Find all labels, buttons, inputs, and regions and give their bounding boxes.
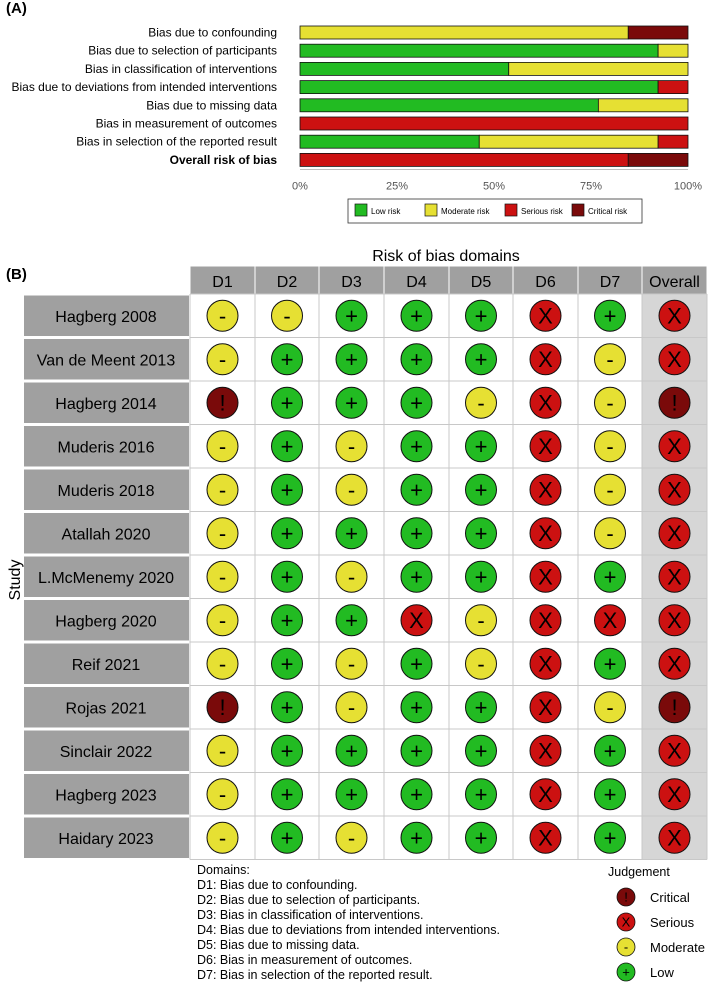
judgement-symbol: - <box>606 390 614 416</box>
judgement-symbol: X <box>667 433 682 459</box>
judgement-symbol: - <box>218 738 227 764</box>
judgement-symbol: + <box>280 346 294 372</box>
judgement-legend-symbol: ! <box>624 889 628 905</box>
judgement-symbol: + <box>603 738 617 764</box>
study-label: Hagberg 2014 <box>55 395 157 413</box>
study-label: Hagberg 2020 <box>55 613 157 631</box>
column-header-label: D3 <box>341 274 362 291</box>
judgement-symbol: + <box>603 781 617 807</box>
judgement-symbol: X <box>538 694 553 720</box>
judgement-symbol: - <box>347 433 356 459</box>
judgement-symbol: X <box>538 520 553 546</box>
judgement-symbol: X <box>667 651 682 677</box>
judgement-symbol: X <box>667 607 682 633</box>
judgement-symbol: + <box>410 303 423 329</box>
bar-segment <box>300 135 479 148</box>
judgement-legend-label: Critical <box>650 890 690 905</box>
bar-segment <box>628 153 688 166</box>
judgement-symbol: + <box>474 433 488 459</box>
judgement-symbol: + <box>474 825 488 851</box>
bar-segment <box>300 99 598 112</box>
judgement-symbol: ! <box>219 390 226 416</box>
bar-category-label: Bias in measurement of outcomes <box>95 116 277 131</box>
column-header-label: D6 <box>535 274 556 291</box>
study-label: L.McMenemy 2020 <box>37 569 175 587</box>
judgement-symbol: X <box>538 346 553 372</box>
judgement-symbol: - <box>218 520 227 546</box>
judgement-symbol: - <box>218 477 227 503</box>
judgement-symbol: - <box>218 433 227 459</box>
domain-entry: D4: Bias due to deviations from intended interventions. <box>197 923 500 937</box>
domain-list <box>197 863 500 983</box>
judgement-symbol: + <box>410 520 423 546</box>
bar-category-label: Bias due to confounding <box>148 25 277 40</box>
judgement-symbol: - <box>347 564 356 590</box>
judgement-symbol: + <box>280 607 294 633</box>
domains-header: Risk of bias domains <box>372 248 520 265</box>
legend-swatch <box>355 204 367 216</box>
judgement-symbol: - <box>606 433 614 459</box>
column-header-label: D7 <box>599 274 621 291</box>
judgement-symbol: + <box>345 738 358 764</box>
bar-segment <box>598 99 688 112</box>
judgement-symbol: X <box>538 825 553 851</box>
judgement-symbol: + <box>280 433 294 459</box>
judgement-symbol: X <box>538 651 553 677</box>
judgement-symbol: + <box>603 651 617 677</box>
judgement-symbol: - <box>606 477 614 503</box>
judgement-symbol: ! <box>671 694 678 720</box>
judgement-symbol: - <box>347 825 356 851</box>
judgement-legend-symbol: X <box>621 914 631 930</box>
judgement-symbol: X <box>667 477 682 503</box>
judgement-symbol: X <box>667 825 682 851</box>
judgement-symbol: + <box>474 477 488 503</box>
judgement-symbol: + <box>474 781 488 807</box>
domains-title: Domains: <box>197 863 250 877</box>
judgement-symbol: + <box>280 520 294 546</box>
judgement-symbol: - <box>218 781 227 807</box>
judgement-symbol: + <box>410 433 423 459</box>
judgement-symbol: + <box>280 825 294 851</box>
judgement-legend-label: Serious <box>650 915 695 930</box>
judgement-symbol: - <box>347 694 356 720</box>
panel-label-a: (A) <box>6 0 27 17</box>
column-header-label: D2 <box>276 274 298 291</box>
judgement-symbol: + <box>603 303 617 329</box>
judgement-symbol: + <box>345 607 358 633</box>
judgement-symbol: ! <box>671 390 678 416</box>
legend-label: Serious risk <box>521 207 563 216</box>
study-label: Reif 2021 <box>71 656 141 674</box>
judgement-symbol: - <box>606 694 614 720</box>
legend-swatch <box>425 204 437 216</box>
domain-entry: D6: Bias in measurement of outcomes. <box>197 953 413 967</box>
domain-entry: D5: Bias due to missing data. <box>197 938 360 952</box>
study-label: Sinclair 2022 <box>59 743 153 761</box>
judgement-symbol: X <box>667 346 682 372</box>
legend-swatch <box>572 204 584 216</box>
judgement-symbol: + <box>280 564 294 590</box>
judgement-symbol: - <box>218 346 227 372</box>
judgement-symbol: + <box>345 303 358 329</box>
judgement-symbol: - <box>218 564 227 590</box>
column-header-label: Overall <box>649 274 700 291</box>
study-label: Haidary 2023 <box>58 830 154 848</box>
bar-segment <box>479 135 658 148</box>
bar-segment <box>300 26 628 39</box>
bar-segment <box>658 44 688 57</box>
judgement-legend-label: Low <box>650 965 674 980</box>
domain-entry: D1: Bias due to confounding. <box>197 878 358 892</box>
judgement-symbol: + <box>280 738 294 764</box>
legend-label: Low risk <box>371 207 401 216</box>
judgement-symbol: + <box>280 651 294 677</box>
bar-segment <box>628 26 688 39</box>
x-tick-label: 0% <box>292 180 308 193</box>
bar-segment <box>300 44 658 57</box>
judgement-symbol: + <box>474 346 488 372</box>
judgement-symbol: - <box>218 303 227 329</box>
judgement-symbol: ! <box>219 694 226 720</box>
bar-segment <box>509 62 688 75</box>
judgement-legend-title: Judgement <box>608 865 670 879</box>
judgement-symbol: + <box>410 390 423 416</box>
judgement-symbol: X <box>667 781 682 807</box>
judgement-symbol: - <box>477 607 485 633</box>
y-axis-label: Study <box>7 559 24 601</box>
bar-segment <box>658 81 688 94</box>
bar-segment <box>300 81 658 94</box>
judgement-symbol: - <box>347 477 356 503</box>
judgement-symbol: X <box>538 564 553 590</box>
study-label: Hagberg 2008 <box>55 308 157 326</box>
judgement-symbol: - <box>218 651 227 677</box>
x-tick-label: 100% <box>673 180 703 193</box>
judgement-symbol: + <box>280 390 294 416</box>
bar-category-label: Bias due to missing data <box>146 98 277 113</box>
judgement-symbol: + <box>345 520 358 546</box>
judgement-symbol: X <box>538 781 553 807</box>
column-header-label: D1 <box>212 274 233 291</box>
bar-segment <box>300 62 509 75</box>
domain-entry: D3: Bias in classification of interventions. <box>197 908 424 922</box>
x-tick-label: 25% <box>385 180 409 193</box>
study-label: Hagberg 2023 <box>55 787 157 805</box>
judgement-symbol: + <box>345 781 358 807</box>
judgement-symbol: X <box>538 303 553 329</box>
judgement-symbol: + <box>410 781 423 807</box>
judgement-symbol: X <box>538 477 553 503</box>
judgement-legend-label: Moderate <box>650 940 705 955</box>
judgement-symbol: + <box>474 694 488 720</box>
bar-category-label: Overall risk of bias <box>169 152 277 167</box>
domain-entry: D2: Bias due to selection of participants. <box>197 893 421 907</box>
judgement-symbol: + <box>345 390 358 416</box>
study-label: Muderis 2018 <box>57 482 155 500</box>
judgement-symbol: X <box>538 390 553 416</box>
judgement-symbol: + <box>603 825 617 851</box>
judgement-symbol: X <box>538 607 553 633</box>
judgement-symbol: - <box>283 303 291 329</box>
x-tick-label: 75% <box>579 180 603 193</box>
judgement-symbol: + <box>280 477 294 503</box>
judgement-symbol: + <box>410 477 423 503</box>
legend-label: Moderate risk <box>441 207 490 216</box>
judgement-symbol: + <box>280 781 294 807</box>
judgement-symbol: + <box>410 651 423 677</box>
legend-swatch <box>505 204 517 216</box>
bar-segment <box>300 153 628 166</box>
judgement-symbol: X <box>667 520 682 546</box>
bar-segment <box>300 117 688 130</box>
judgement-symbol: X <box>409 607 424 633</box>
judgement-symbol: + <box>474 564 488 590</box>
judgement-symbol: + <box>603 564 617 590</box>
column-header-label: D4 <box>406 274 427 291</box>
judgement-symbol: - <box>477 651 485 677</box>
judgement-symbol: + <box>410 346 423 372</box>
judgement-symbol: + <box>345 346 358 372</box>
judgement-legend-symbol: + <box>622 964 630 980</box>
judgement-symbol: + <box>410 564 423 590</box>
domain-entry: D7: Bias in selection of the reported result. <box>197 968 433 982</box>
bar-category-label: Bias in selection of the reported result <box>76 134 277 149</box>
judgement-symbol: X <box>667 564 682 590</box>
judgement-symbol: X <box>667 303 682 329</box>
judgement-symbol: - <box>347 651 356 677</box>
study-label: Van de Meent 2013 <box>36 352 176 370</box>
bar-category-label: Bias due to selection of participants <box>88 43 277 58</box>
judgement-symbol: X <box>538 738 553 764</box>
judgement-symbol: + <box>410 694 423 720</box>
bar-segment <box>658 135 688 148</box>
judgement-symbol: X <box>667 738 682 764</box>
judgement-symbol: + <box>410 738 423 764</box>
column-header-label: D5 <box>470 274 492 291</box>
study-label: Atallah 2020 <box>61 526 151 544</box>
bar-category-label: Bias in classification of interventions <box>84 61 277 76</box>
bar-category-label: Bias due to deviations from intended interventions <box>11 80 277 95</box>
study-label: Rojas 2021 <box>65 700 147 718</box>
judgement-symbol: X <box>538 433 553 459</box>
x-tick-label: 50% <box>482 180 506 193</box>
judgement-symbol: - <box>606 520 614 546</box>
study-label: Muderis 2016 <box>57 439 155 457</box>
judgement-symbol: - <box>606 346 614 372</box>
judgement-symbol: X <box>602 607 618 633</box>
judgement-symbol: - <box>218 607 227 633</box>
judgement-legend-symbol: - <box>623 939 629 955</box>
judgement-symbol: + <box>410 825 423 851</box>
legend-label: Critical risk <box>588 207 628 216</box>
judgement-symbol: + <box>474 520 488 546</box>
judgement-symbol: + <box>474 738 488 764</box>
judgement-symbol: - <box>218 825 227 851</box>
judgement-symbol: - <box>477 390 485 416</box>
judgement-symbol: + <box>280 694 294 720</box>
panel-label-b: (B) <box>6 266 27 283</box>
judgement-symbol: + <box>474 303 488 329</box>
